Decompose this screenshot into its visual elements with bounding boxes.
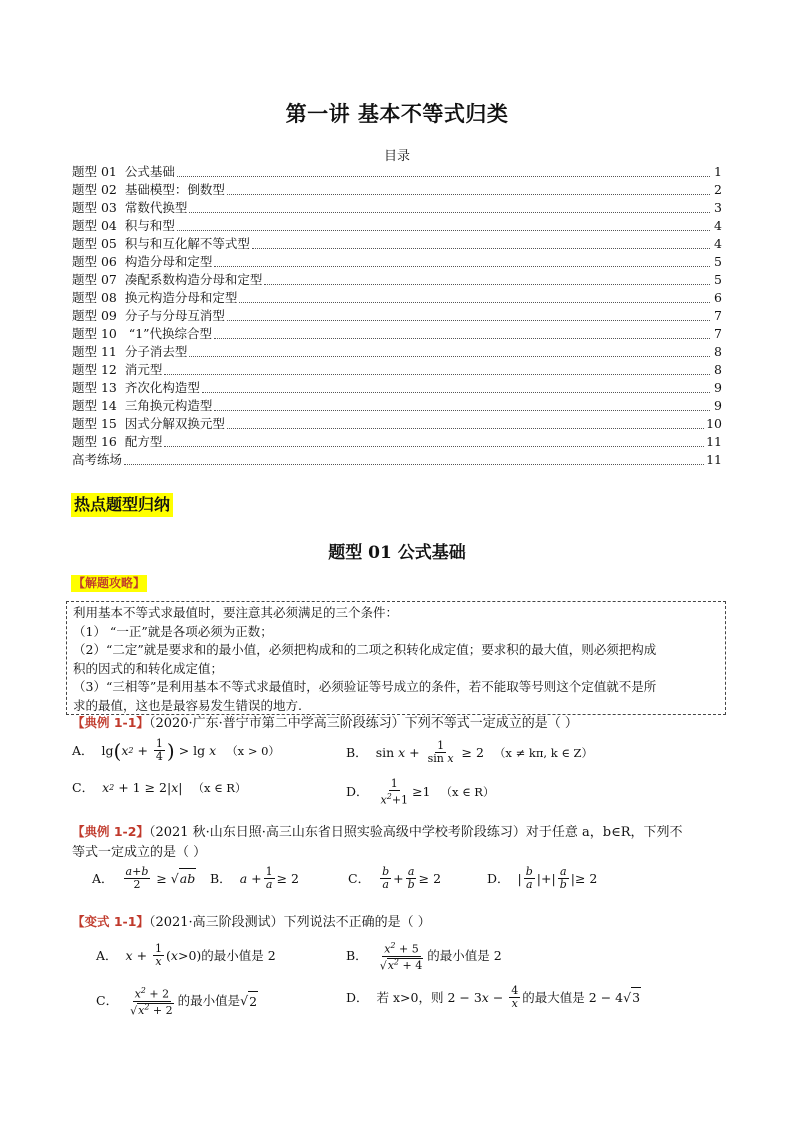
toc-leader-dots (214, 266, 710, 267)
toc-item[interactable] (72, 181, 722, 199)
option-c[interactable] (72, 778, 246, 798)
toc-item-page: 9 (714, 398, 722, 413)
toc-item-page: 4 (714, 236, 722, 251)
toc-item[interactable] (72, 289, 722, 307)
formula: $\frac{a+b}{2}$ ≥ √ ab (125, 865, 196, 891)
option-a[interactable] (96, 943, 276, 968)
toc-item[interactable] (72, 163, 722, 181)
toc-item-label: 题型 16 配方型 (72, 434, 163, 449)
formula: sin x + $\frac{1}{\text{sin x}}$ ≥ 2 (375, 739, 484, 765)
toc-item-label: 题型 03 常数代换型 (72, 200, 188, 215)
tip-line: （3）“三相等”是利用基本不等式求最值时，必须验证等号成立的条件，若不能取等号则这个定值就不是所 (73, 679, 657, 694)
toc-leader-dots (164, 374, 710, 375)
formula: 2 − 4 √ 3 (585, 987, 641, 1008)
example-text: （2021 秋·山东日照·高三山东省日照实验高级中学校考阶段练习）对于任意 a，b∈R，下列不 (148, 825, 683, 840)
toc-item[interactable] (72, 397, 722, 415)
option-text: 的最大值是 (522, 989, 585, 1005)
toc-item[interactable] (72, 379, 722, 397)
toc-item-label: 高考练场 (72, 452, 123, 467)
tip-line: 积的因式的和转化成定值； (73, 660, 224, 676)
toc-item-label: 题型 11 分子消去型 (72, 344, 188, 359)
toc-leader-dots (202, 392, 710, 393)
example-text: 等式一定成立的是（ ） (72, 845, 207, 860)
toc-item[interactable] (72, 217, 722, 235)
formula: √ 2 (240, 991, 258, 1012)
toc-leader-dots (239, 302, 710, 303)
section-title: 题型 01 公式基础 (328, 543, 466, 563)
option-c[interactable] (348, 866, 441, 891)
toc-item-page: 7 (714, 326, 722, 341)
toc-item-page: 10 (706, 416, 722, 431)
option-d[interactable] (487, 866, 597, 891)
toc-leader-dots (227, 320, 710, 321)
option-label: D． (346, 989, 369, 1005)
option-label: A． (72, 742, 94, 758)
option-label: A． (96, 947, 118, 963)
example-tag: 【典例 1-1】 (72, 715, 149, 730)
toc-leader-dots (227, 194, 710, 195)
toc-item[interactable] (72, 199, 722, 217)
option-label: C． (96, 993, 119, 1009)
tips-box (66, 601, 726, 715)
toc-item-page: 7 (714, 308, 722, 323)
example-tag: 【典例 1-2】 (72, 824, 149, 839)
tip-line: 利用基本不等式求最值时，要注意其必须满足的三个条件： (73, 605, 399, 620)
toc-leader-dots (227, 428, 704, 429)
formula: lg ( x 2 + $\frac{1}{4}$ ) > lg x (101, 737, 217, 763)
formula: x + $\frac{1}{x}$ ( x >0) (125, 942, 202, 968)
toc-item[interactable] (72, 415, 722, 433)
option-a[interactable] (72, 738, 280, 763)
formula: $\frac{x^2 + 5}{√x^2 + 4}$ (379, 941, 423, 973)
option-label: C． (72, 780, 95, 795)
toc-item-page: 4 (714, 218, 722, 233)
option-text: 的最小值是 2 (201, 947, 276, 963)
option-label: B． (346, 744, 368, 760)
tip-line: （1） “一正”就是各项必须为正数； (73, 623, 273, 639)
example-text: （2020·广东·普宁市第二中学高三阶段练习）下列不等式一定成立的是（ ） (148, 716, 578, 731)
toc-item-page: 8 (714, 344, 722, 359)
toc-item[interactable] (72, 253, 722, 271)
option-b[interactable] (346, 940, 502, 972)
toc-item-page: 11 (706, 434, 722, 449)
formula: a + $\frac{1}{a}$ ≥ 2 (239, 865, 299, 891)
toc-item[interactable] (72, 343, 722, 361)
toc-item-label: 题型 04 积与和型 (72, 218, 175, 233)
toc-leader-dots (214, 338, 710, 339)
formula: x 2 + 1 ≥ 2 | x | (102, 780, 183, 795)
option-a[interactable] (92, 866, 196, 891)
toc-leader-dots (177, 176, 710, 177)
toc-item-page: 6 (714, 290, 722, 305)
toc-item-page: 1 (714, 164, 722, 179)
condition: （x ≠ kπ, k ∈ Z） (493, 745, 593, 760)
variant-1-1 (72, 912, 431, 933)
condition: （x ∈ R） (440, 785, 495, 800)
toc-item-label: 题型 12 消元型 (72, 362, 163, 377)
toc-item-label: 题型 10 “1”代换综合型 (72, 326, 213, 341)
toc-item-label: 题型 01 公式基础 (72, 164, 175, 179)
formula: 2 − 3 x − $\frac{4}{x}$ (443, 984, 519, 1010)
option-b[interactable] (210, 866, 299, 891)
option-label: D． (487, 870, 510, 886)
formula: $\frac{b}{a}$ + $\frac{a}{b}$ ≥ 2 (382, 865, 442, 891)
toc-item[interactable] (72, 307, 722, 325)
toc-item-page: 9 (714, 380, 722, 395)
hot-topics-heading: 热点题型归纳 (71, 493, 173, 517)
toc-item-page: 5 (714, 272, 722, 287)
example-text: （2021·高三阶段测试）下列说法不正确的是（ ） (148, 915, 431, 930)
toc-item[interactable] (72, 361, 722, 379)
toc-item[interactable] (72, 451, 722, 469)
toc-leader-dots (264, 284, 710, 285)
table-of-contents (72, 163, 722, 469)
toc-leader-dots (124, 464, 704, 465)
toc-item-label: 题型 13 齐次化构造型 (72, 380, 200, 395)
toc-item-page: 11 (706, 452, 722, 467)
example-1-2 (72, 822, 732, 863)
toc-leader-dots (164, 446, 704, 447)
toc-leader-dots (177, 230, 710, 231)
example-1-1 (72, 713, 578, 734)
option-label: A． (92, 870, 114, 886)
toc-item-page: 8 (714, 362, 722, 377)
toc-item[interactable] (72, 271, 722, 289)
condition: （x ∈ R） (192, 781, 247, 795)
option-label: B． (210, 870, 232, 886)
tip-line: 求的最值，这也是最容易发生错误的地方. (73, 697, 302, 713)
toc-item-page: 2 (714, 182, 722, 197)
option-b[interactable] (346, 740, 593, 765)
toc-item-page: 5 (714, 254, 722, 269)
tips-label: 【解题攻略】 (73, 576, 146, 590)
toc-item-page: 3 (714, 200, 722, 215)
option-d[interactable] (346, 985, 641, 1010)
toc-leader-dots (189, 356, 710, 357)
page-title: 第一讲 基本不等式归类 (285, 102, 509, 126)
condition: （x > 0） (226, 743, 280, 758)
formula: | $\frac{b}{a}$ |+| $\frac{a}{b}$ |≥ 2 (517, 865, 598, 891)
option-text: 若 x>0，则 (376, 989, 444, 1005)
toc-leader-dots (214, 410, 710, 411)
toc-item[interactable] (72, 235, 722, 253)
toc-item[interactable] (72, 325, 722, 343)
option-text: 的最小值是 2 (427, 948, 502, 964)
toc-item-label: 题型 02 基础模型：倒数型 (72, 182, 225, 197)
toc-item-label: 题型 07 凑配系数构造分母和定型 (72, 272, 263, 287)
formula: $\frac{1}{x^2+1}$ ≥1 (380, 777, 431, 807)
formula: $\frac{x^2 + 2}{√x^2 + 2}$ (130, 986, 173, 1018)
option-label: C． (348, 870, 371, 886)
option-label: B． (346, 948, 368, 964)
option-d[interactable] (346, 778, 494, 807)
example-tag: 【变式 1-1】 (72, 914, 149, 929)
option-c[interactable] (96, 985, 258, 1017)
toc-item-label: 题型 06 构造分母和定型 (72, 254, 213, 269)
toc-item-label: 题型 05 积与和互化解不等式型 (72, 236, 250, 251)
toc-leader-dots (252, 248, 710, 249)
toc-heading: 目录 (383, 149, 410, 164)
tip-line: （2）“二定”就是要求和的最小值，必须把构成和的二项之积转化成定值；要求积的最大值，则必须把构成 (73, 642, 657, 657)
option-label: D． (346, 784, 369, 800)
toc-item-label: 题型 08 换元构造分母和定型 (72, 290, 238, 305)
toc-item-label: 题型 15 因式分解双换元型 (72, 416, 225, 431)
option-text: 的最小值是 (177, 993, 241, 1009)
toc-leader-dots (189, 212, 710, 213)
toc-item-label: 题型 09 分子与分母互消型 (72, 308, 225, 323)
toc-item-label: 题型 14 三角换元构造型 (72, 398, 213, 413)
toc-item[interactable] (72, 433, 722, 451)
